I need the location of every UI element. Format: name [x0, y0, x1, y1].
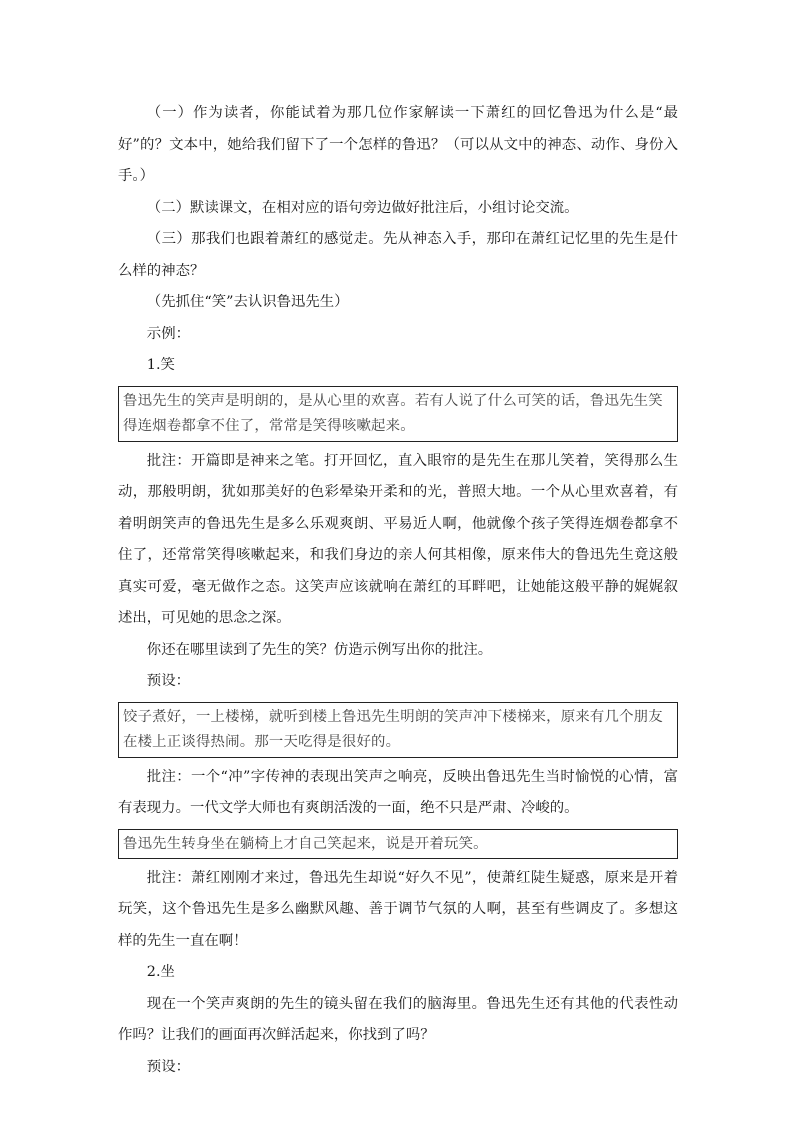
example-label: 示例： — [146, 325, 190, 342]
hint-text: （先抓住“笑”去认识鲁迅先生） — [146, 294, 349, 310]
question-2: （二）默读课文，在相对应的语句旁边做好批注后，小组讨论交流。 — [146, 199, 579, 216]
preset-label-2: 预设： — [146, 1058, 190, 1075]
annotation-3: 批注：萧红刚刚才来过，鲁迅先生却说“好久不见”，使萧红陡生疑惑，原来是开着玩笑，这个鲁迅先生是多么幽默风趣、善于调节气氛的人啊，甚至有些调皮了。多想这样的先生一直在啊！ — [118, 869, 678, 949]
question-3: （三）那我们也跟着萧红的感觉走。先从神态入手，那印在萧红记忆里的先生是什么样的神态？ — [118, 231, 678, 279]
preset-label-1: 预设： — [146, 673, 190, 689]
document-page — [118, 98, 678, 1083]
task-prompt: 你还在哪里读到了先生的笑？仿造示例写出你的批注。 — [146, 641, 493, 658]
section-heading-sit: 2.坐 — [146, 964, 175, 980]
question-1: （一）作为读者，你能试着为那几位作家解读一下萧红的回忆鲁迅为什么是“最好”的？文本中，她给我们留下了一个怎样的鲁迅？（可以从文中的神态、动作、身份入手。） — [118, 105, 678, 184]
annotation-2: 批注：一个“冲”字传神的表现出笑声之响亮，反映出鲁迅先生当时愉悦的心情，富有表现力。一代文学大师也有爽朗活泼的一面，绝不只是严肃、冷峻的。 — [118, 768, 678, 816]
annotation-1: 批注：开篇即是神来之笔。打开回忆，直入眼帘的是先生在那儿笑着，笑得那么生动，那般明朗，犹如那美好的色彩晕染开柔和的光，普照大地。一个从心里欢喜着，有着明朗笑声的鲁迅先生是多么乐观爽朗、平易近人啊，他就像个孩子笑得连烟卷都拿不住了，还常常笑得咳嗽起来，和我们身边的亲人何其相像，原来伟大的鲁迅先生竟这般真实可爱，毫无做作之态。这笑声应该就响在萧红的耳畔吧，让她能这般平静的娓娓叙述出，可见她的思念之深。 — [118, 452, 678, 626]
quote-box-1: 鲁迅先生的笑声是明朗的，是从心里的欢喜。若有人说了什么可笑的话，鲁迅先生笑得连烟卷都拿不住了，常常是笑得咳嗽起来。 — [118, 386, 678, 442]
paragraph-sit-intro: 现在一个笑声爽朗的先生的镜头留在我们的脑海里。鲁迅先生还有其他的代表性动作吗？让我们的画面再次鲜活起来，你找到了吗？ — [118, 995, 678, 1043]
quote-box-3: 鲁迅先生转身坐在躺椅上才自己笑起来，说是开着玩笑。 — [118, 829, 678, 859]
quote-box-2: 饺子煮好，一上楼梯，就听到楼上鲁迅先生明朗的笑声冲下楼梯来，原来有几个朋友在楼上正谈得热闹。那一天吃得是很好的。 — [118, 702, 678, 758]
section-heading-laugh: 1.笑 — [146, 357, 175, 373]
